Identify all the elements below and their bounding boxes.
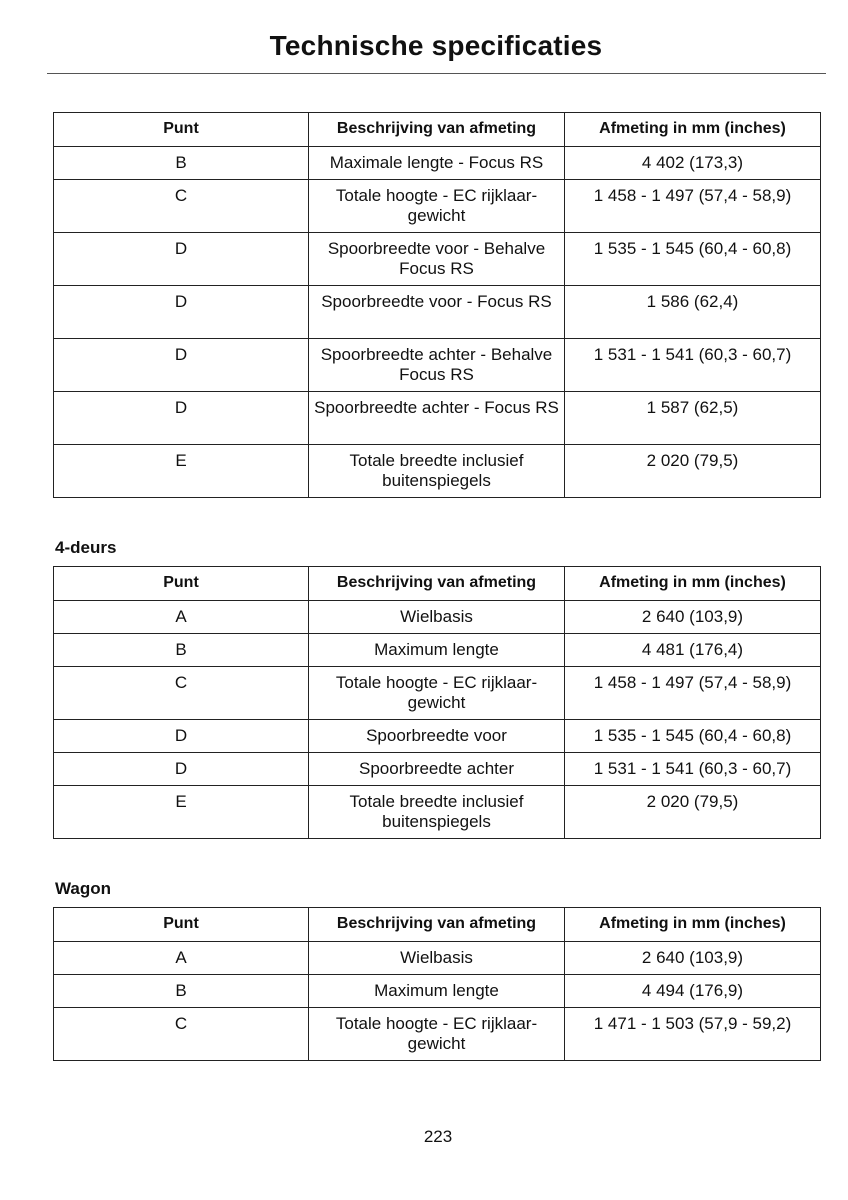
table-row [54, 286, 821, 339]
cell-point: D [54, 753, 309, 786]
cell-dimension: 1 531 - 1 541 (60,3 - 60,7) [565, 339, 821, 392]
table-header-row [54, 567, 821, 601]
column-header-description: Beschrijving van afmeting [309, 567, 565, 601]
table-row [54, 753, 821, 786]
cell-description: Maximum lengte [309, 634, 565, 667]
table-row [54, 634, 821, 667]
table-row [54, 975, 821, 1008]
table-row [54, 180, 821, 233]
cell-dimension: 2 640 (103,9) [565, 942, 821, 975]
spec-table-4-door [53, 566, 821, 839]
cell-point: D [54, 392, 309, 445]
column-header-dimension: Afmeting in mm (inches) [565, 113, 821, 147]
cell-description: Spoorbreedte achter [309, 753, 565, 786]
cell-description: Totale hoogte - EC rijklaar-gewicht [309, 667, 565, 720]
cell-description: Wielbasis [309, 601, 565, 634]
cell-point: E [54, 786, 309, 839]
column-header-dimension: Afmeting in mm (inches) [565, 908, 821, 942]
cell-dimension: 1 535 - 1 545 (60,4 - 60,8) [565, 233, 821, 286]
table-row [54, 147, 821, 180]
cell-point: D [54, 339, 309, 392]
cell-description: Totale hoogte - EC rijklaar-gewicht [309, 180, 565, 233]
title-divider [47, 73, 826, 74]
page-number: 223 [423, 1127, 453, 1146]
table-row [54, 233, 821, 286]
table-row [54, 392, 821, 445]
cell-dimension: 4 402 (173,3) [565, 147, 821, 180]
page-title: Technische specificaties [269, 30, 603, 61]
cell-dimension: 1 458 - 1 497 (57,4 - 58,9) [565, 667, 821, 720]
cell-description: Maximale lengte - Focus RS [309, 147, 565, 180]
cell-dimension: 1 458 - 1 497 (57,4 - 58,9) [565, 180, 821, 233]
cell-dimension: 2 020 (79,5) [565, 786, 821, 839]
column-header-dimension: Afmeting in mm (inches) [565, 567, 821, 601]
table-row [54, 445, 821, 498]
cell-description: Spoorbreedte achter - Focus RS [309, 392, 565, 445]
table-row [54, 942, 821, 975]
cell-dimension: 1 587 (62,5) [565, 392, 821, 445]
cell-dimension: 1 531 - 1 541 (60,3 - 60,7) [565, 753, 821, 786]
cell-point: B [54, 634, 309, 667]
column-header-point: Punt [54, 113, 309, 147]
cell-point: D [54, 286, 309, 339]
spec-table-wagon [53, 907, 821, 1061]
cell-dimension: 2 020 (79,5) [565, 445, 821, 498]
cell-description: Totale breedte inclusief buitenspiegels [309, 445, 565, 498]
cell-description: Totale breedte inclusief buitenspiegels [309, 786, 565, 839]
cell-description: Wielbasis [309, 942, 565, 975]
cell-point: D [54, 233, 309, 286]
section-title-4-door: 4-deurs [55, 538, 117, 557]
cell-point: E [54, 445, 309, 498]
section-title-wagon: Wagon [55, 879, 112, 898]
cell-description: Spoorbreedte voor [309, 720, 565, 753]
table-row [54, 339, 821, 392]
cell-description: Spoorbreedte achter - Behalve Focus RS [309, 339, 565, 392]
cell-point: B [54, 147, 309, 180]
cell-dimension: 1 586 (62,4) [565, 286, 821, 339]
cell-dimension: 1 535 - 1 545 (60,4 - 60,8) [565, 720, 821, 753]
cell-point: A [54, 942, 309, 975]
cell-description: Maximum lengte [309, 975, 565, 1008]
cell-point: C [54, 667, 309, 720]
cell-dimension: 4 481 (176,4) [565, 634, 821, 667]
cell-dimension: 4 494 (176,9) [565, 975, 821, 1008]
cell-description: Spoorbreedte voor - Focus RS [309, 286, 565, 339]
cell-point: A [54, 601, 309, 634]
cell-dimension: 1 471 - 1 503 (57,9 - 59,2) [565, 1008, 821, 1061]
cell-dimension: 2 640 (103,9) [565, 601, 821, 634]
table-header-row [54, 908, 821, 942]
column-header-description: Beschrijving van afmeting [309, 908, 565, 942]
table-row [54, 601, 821, 634]
cell-point: C [54, 1008, 309, 1061]
table-row [54, 786, 821, 839]
table-row [54, 720, 821, 753]
cell-point: D [54, 720, 309, 753]
spec-table-hatchback [53, 112, 821, 498]
cell-description: Spoorbreedte voor - Behalve Focus RS [309, 233, 565, 286]
table-header-row [54, 113, 821, 147]
table-row [54, 667, 821, 720]
cell-description: Totale hoogte - EC rijklaar-gewicht [309, 1008, 565, 1061]
column-header-point: Punt [54, 567, 309, 601]
column-header-description: Beschrijving van afmeting [309, 113, 565, 147]
column-header-point: Punt [54, 908, 309, 942]
cell-point: C [54, 180, 309, 233]
cell-point: B [54, 975, 309, 1008]
table-row [54, 1008, 821, 1061]
